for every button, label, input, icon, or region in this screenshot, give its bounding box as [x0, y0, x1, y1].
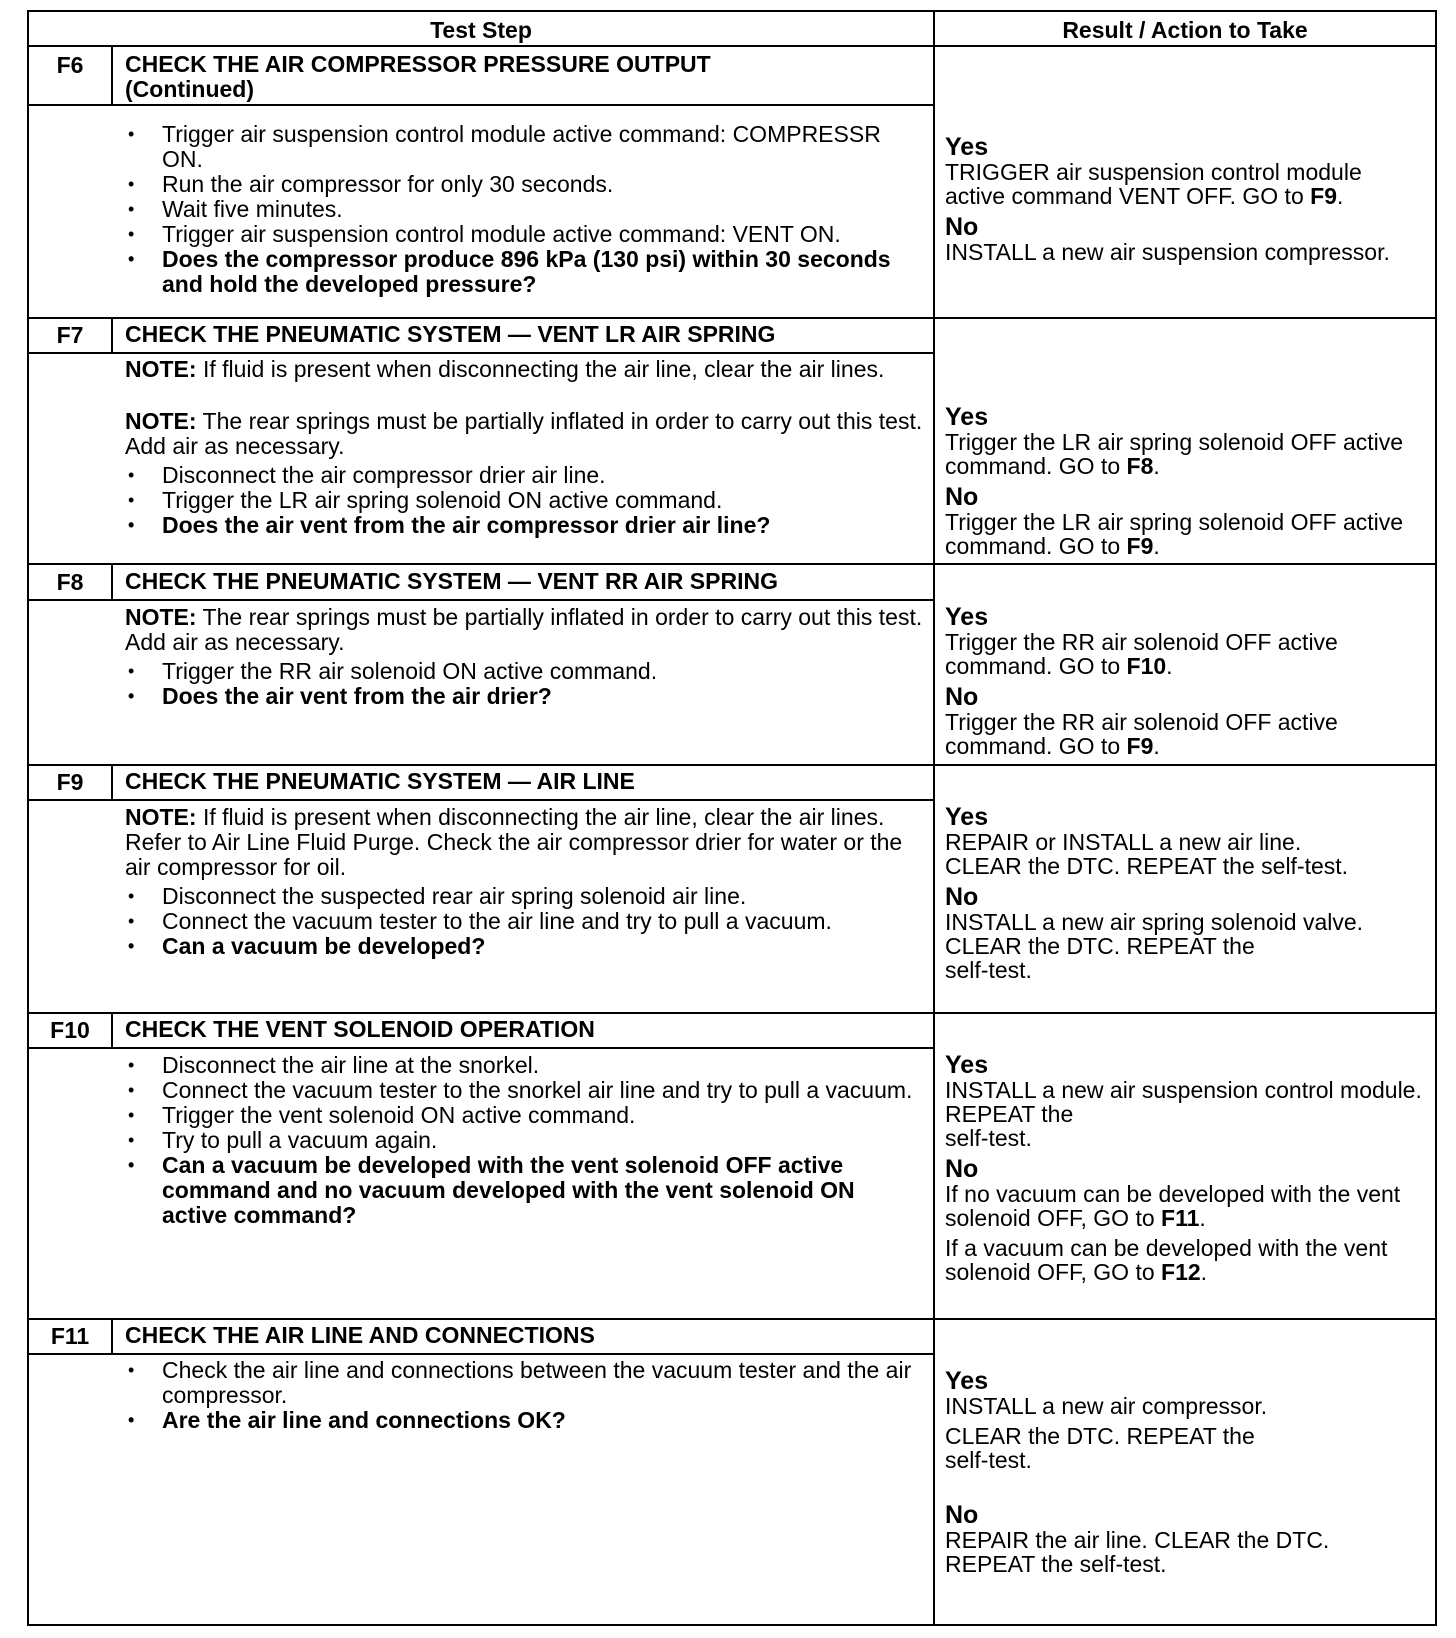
header-result-action: Result / Action to Take [1062, 17, 1308, 43]
result-text: TRIGGER air suspension control module active command VENT OFF. GO to F9. [945, 159, 1362, 209]
step-question: • Does the compressor produce 896 kPa (130 psi) within 30 seconds and hold the developed pressure? [125, 247, 925, 297]
result-text: Trigger the RR air solenoid OFF active command. GO to F9. [945, 709, 1338, 759]
step-title: CHECK THE PNEUMATIC SYSTEM — VENT LR AIR SPRING [125, 321, 776, 347]
step-id: F11 [50, 1323, 90, 1349]
id-divider [111, 766, 113, 800]
step-id: F9 [56, 769, 84, 795]
yes-label: Yes [945, 1367, 989, 1395]
result-text: Trigger the LR air spring solenoid OFF active command. GO to F9. [945, 509, 1404, 559]
step-body [125, 1053, 925, 1228]
note: NOTE: If fluid is present when disconnecting the air line, clear the air lines. Refer to Air Line Fluid Purge. Check the air compressor drier for water or the air compressor for oil. [125, 804, 903, 880]
result-block [945, 1368, 1425, 1576]
step-bullet: • Run the air compressor for only 30 seconds. [125, 172, 925, 197]
row-divider [29, 1318, 1435, 1320]
id-divider [111, 47, 113, 105]
column-divider [933, 12, 935, 1624]
step-title: CHECK THE PNEUMATIC SYSTEM — AIR LINE [125, 768, 635, 794]
result-text: REPEAT the self-test. [945, 1551, 1167, 1577]
title-divider [29, 1353, 933, 1355]
step-question: • Are the air line and connections OK? [125, 1408, 925, 1433]
result-text: REPAIR the air line. CLEAR the DTC. [945, 1527, 1330, 1553]
result-text: INSTALL a new air suspension compressor. [945, 239, 1390, 265]
goto-step: F12 [1161, 1259, 1201, 1285]
step-bullet: • Disconnect the air line at the snorkel. [125, 1053, 925, 1078]
no-label: No [945, 213, 979, 241]
title-divider [29, 1047, 933, 1049]
step-body [125, 1358, 925, 1433]
step-id: F7 [56, 322, 84, 348]
id-divider [111, 1014, 113, 1048]
id-divider [111, 565, 113, 600]
note: NOTE: The rear springs must be partially inflated in order to carry out this test. Add air as necessary. [125, 408, 923, 459]
step-bullet: • Connect the vacuum tester to the air line and try to pull a vacuum. [125, 909, 925, 934]
header-test-step: Test Step [430, 17, 532, 43]
step-bullet: • Connect the vacuum tester to the snorkel air line and try to pull a vacuum. [125, 1078, 925, 1103]
yes-label: Yes [945, 803, 989, 831]
title-divider [29, 104, 933, 106]
title-divider [29, 599, 933, 601]
step-title-line: (Continued) [125, 76, 255, 102]
step-bullet: • Trigger air suspension control module active command: VENT ON. [125, 222, 925, 247]
goto-step: F9 [1126, 533, 1154, 559]
step-bullet: • Check the air line and connections between the vacuum tester and the air compressor. [125, 1358, 925, 1408]
result-text: CLEAR the DTC. REPEAT the self-test. [945, 853, 1349, 879]
result-block [945, 404, 1425, 558]
result-text: Trigger the LR air spring solenoid OFF active command. GO to F8. [945, 429, 1404, 479]
step-question: • Does the air vent from the air drier? [125, 684, 925, 709]
title-divider [29, 799, 933, 801]
title-divider [29, 352, 933, 354]
diagnostic-table [27, 10, 1437, 1626]
goto-step: F9 [1126, 733, 1154, 759]
yes-label: Yes [945, 133, 989, 161]
step-id: F10 [50, 1017, 90, 1043]
id-divider [111, 1320, 113, 1354]
goto-step: F10 [1126, 653, 1167, 679]
result-block [945, 134, 1425, 264]
step-id: F8 [56, 569, 84, 595]
result-text: INSTALL a new air compressor. [945, 1393, 1268, 1419]
result-text: INSTALL a new air suspension control module. [945, 1077, 1422, 1103]
yes-label: Yes [945, 1051, 989, 1079]
yes-label: Yes [945, 603, 989, 631]
row-divider [29, 1012, 1435, 1014]
step-title [125, 52, 925, 102]
step-id: F6 [56, 52, 84, 78]
step-question: • Does the air vent from the air compressor drier air line? [125, 513, 925, 538]
result-text: self-test. [945, 957, 1032, 983]
step-body [125, 805, 925, 959]
result-block [945, 1052, 1425, 1284]
yes-label: Yes [945, 403, 989, 431]
step-title: CHECK THE PNEUMATIC SYSTEM — VENT RR AIR SPRING [125, 568, 778, 594]
goto-step: F11 [1161, 1205, 1200, 1231]
step-body [125, 122, 925, 297]
step-bullet: • Wait five minutes. [125, 197, 925, 222]
result-text: If no vacuum can be developed with the vent solenoid OFF, GO to F11. [945, 1181, 1401, 1231]
step-bullet: • Trigger the LR air spring solenoid ON active command. [125, 488, 925, 513]
step-title: CHECK THE VENT SOLENOID OPERATION [125, 1016, 595, 1042]
result-text: self-test. [945, 1447, 1032, 1473]
result-text: self-test. [945, 1125, 1032, 1151]
goto-step: F9 [1310, 183, 1337, 209]
step-bullet: • Trigger the vent solenoid ON active command. [125, 1103, 925, 1128]
no-label: No [945, 1155, 979, 1183]
no-label: No [945, 1501, 979, 1529]
result-text: REPEAT the [945, 1101, 1074, 1127]
result-text: INSTALL a new air spring solenoid valve. [945, 909, 1364, 935]
step-question: • Can a vacuum be developed with the vent solenoid OFF active command and no vacuum developed with the vent solenoid ON active command? [125, 1153, 925, 1228]
goto-step: F8 [1126, 453, 1154, 479]
result-block [945, 604, 1425, 758]
result-text: REPAIR or INSTALL a new air line. [945, 829, 1302, 855]
header-divider [29, 45, 1435, 47]
no-label: No [945, 883, 979, 911]
result-text: If a vacuum can be developed with the vent solenoid OFF, GO to F12. [945, 1235, 1388, 1285]
result-block [945, 804, 1425, 982]
row-divider [29, 764, 1435, 766]
row-divider [29, 317, 1435, 319]
result-text: CLEAR the DTC. REPEAT the [945, 1423, 1255, 1449]
note: NOTE: If fluid is present when disconnecting the air line, clear the air lines. [125, 356, 885, 382]
step-body [125, 605, 925, 709]
step-bullet: • Disconnect the air compressor drier air line. [125, 463, 925, 488]
no-label: No [945, 483, 979, 511]
step-bullet: • Trigger the RR air solenoid ON active command. [125, 659, 925, 684]
step-bullet: • Try to pull a vacuum again. [125, 1128, 925, 1153]
step-title-line: CHECK THE AIR COMPRESSOR PRESSURE OUTPUT [125, 51, 711, 77]
step-question: • Can a vacuum be developed? [125, 934, 925, 959]
step-title: CHECK THE AIR LINE AND CONNECTIONS [125, 1322, 595, 1348]
step-bullet: • Trigger air suspension control module active command: COMPRESSR ON. [125, 122, 925, 172]
row-divider [29, 563, 1435, 565]
no-label: No [945, 683, 979, 711]
id-divider [111, 319, 113, 353]
step-bullet: • Disconnect the suspected rear air spring solenoid air line. [125, 884, 925, 909]
step-body [125, 357, 925, 538]
result-text: CLEAR the DTC. REPEAT the [945, 933, 1255, 959]
result-text: Trigger the RR air solenoid OFF active command. GO to F10. [945, 629, 1338, 679]
note: NOTE: The rear springs must be partially inflated in order to carry out this test. Add air as necessary. [125, 604, 923, 655]
